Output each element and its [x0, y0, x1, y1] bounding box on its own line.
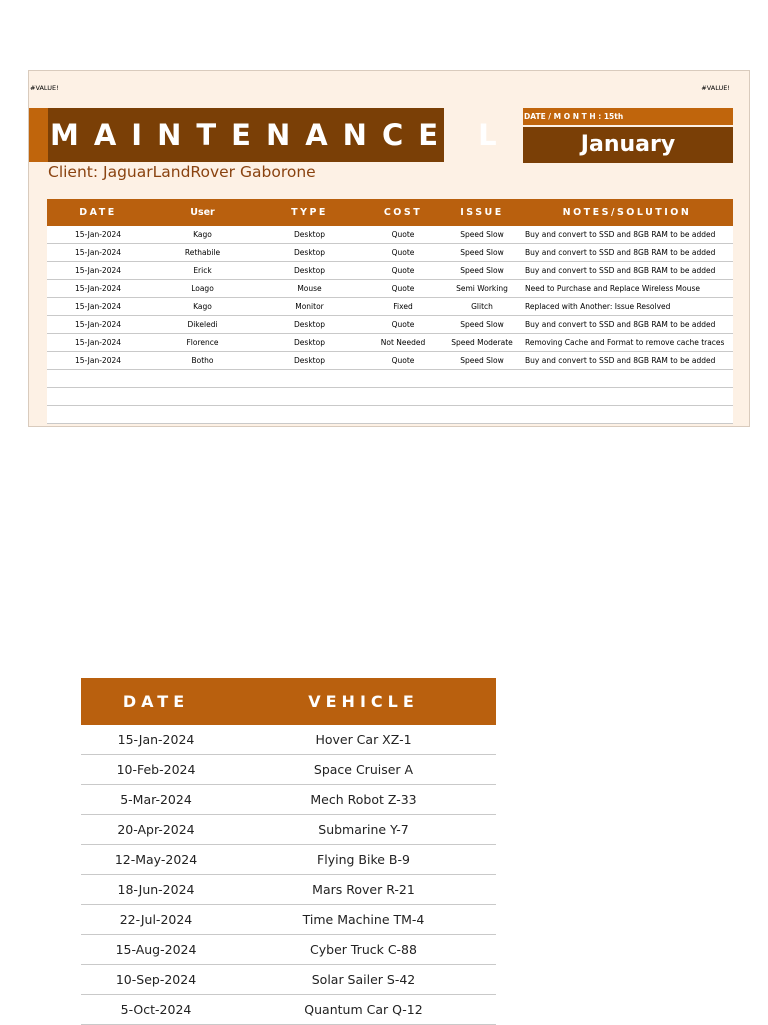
cell-issue[interactable]: Semi Working [443, 280, 521, 298]
cell-type[interactable]: Desktop [256, 244, 363, 262]
empty-cell[interactable] [363, 388, 443, 406]
header-notes: NOTES/SOLUTION [521, 199, 733, 226]
empty-cell[interactable] [363, 406, 443, 424]
cell-issue[interactable]: Speed Slow [443, 352, 521, 370]
table-row[interactable] [47, 334, 733, 352]
cell-date[interactable]: 15-Jan-2024 [47, 226, 149, 244]
cell-vehicle[interactable]: Hover Car XZ-1 [231, 725, 496, 755]
empty-row[interactable] [47, 406, 733, 424]
cell-user[interactable]: Erick [149, 262, 256, 280]
cell-user[interactable]: Kago [149, 226, 256, 244]
cell-notes[interactable]: Buy and convert to SSD and 8GB RAM to be added [521, 244, 733, 262]
empty-row[interactable] [47, 370, 733, 388]
cell-vehicle[interactable]: Submarine Y-7 [231, 815, 496, 845]
cell-date[interactable]: 15-Jan-2024 [47, 262, 149, 280]
header-vehicle: VEHICLE [231, 678, 496, 725]
cell-date[interactable]: 15-Jan-2024 [47, 352, 149, 370]
cell-vehicle[interactable]: Solar Sailer S-42 [231, 965, 496, 995]
corner-error-right: #VALUE! [701, 84, 730, 92]
cell-vehicle[interactable]: Mars Rover R-21 [231, 875, 496, 905]
table-row[interactable] [81, 875, 496, 905]
cell-notes[interactable]: Buy and convert to SSD and 8GB RAM to be added [521, 352, 733, 370]
cell-type[interactable]: Desktop [256, 226, 363, 244]
cell-cost[interactable]: Fixed [363, 298, 443, 316]
header-date: DATE [81, 678, 231, 725]
empty-cell[interactable] [47, 406, 149, 424]
date-month-label: DATE / M O N T H : 15th [523, 108, 733, 125]
cell-issue[interactable]: Speed Slow [443, 316, 521, 334]
cell-type[interactable]: Desktop [256, 334, 363, 352]
table-row[interactable] [81, 995, 496, 1025]
header-user: User [149, 199, 256, 226]
table-row[interactable] [47, 352, 733, 370]
table-row[interactable] [81, 755, 496, 785]
cell-date[interactable]: 5-Mar-2024 [81, 785, 231, 815]
empty-cell[interactable] [149, 388, 256, 406]
cell-cost[interactable]: Quote [363, 244, 443, 262]
cell-user[interactable]: Botho [149, 352, 256, 370]
cell-date[interactable]: 15-Jan-2024 [47, 334, 149, 352]
table-row[interactable] [47, 226, 733, 244]
table-row[interactable] [81, 725, 496, 755]
cell-type[interactable]: Desktop [256, 352, 363, 370]
cell-cost[interactable]: Quote [363, 316, 443, 334]
table-row[interactable] [81, 905, 496, 935]
cell-vehicle[interactable]: Quantum Car Q-12 [231, 995, 496, 1025]
client-label: Client: JaguarLandRover Gaborone [48, 163, 316, 181]
maintenance-table [47, 199, 733, 424]
header-date: DATE [47, 199, 149, 226]
table-row[interactable] [81, 935, 496, 965]
maintenance-sheet [28, 70, 750, 427]
empty-cell[interactable] [47, 370, 149, 388]
cell-issue[interactable]: Speed Slow [443, 244, 521, 262]
empty-cell[interactable] [256, 388, 363, 406]
cell-type[interactable]: Mouse [256, 280, 363, 298]
cell-cost[interactable]: Quote [363, 280, 443, 298]
empty-cell[interactable] [149, 406, 256, 424]
empty-cell[interactable] [256, 370, 363, 388]
header-issue: ISSUE [443, 199, 521, 226]
title-banner [48, 108, 512, 162]
empty-row[interactable] [47, 388, 733, 406]
vehicle-table [81, 678, 496, 1025]
cell-cost[interactable]: Quote [363, 262, 443, 280]
cell-user[interactable]: Florence [149, 334, 256, 352]
cell-date[interactable]: 15-Jan-2024 [47, 280, 149, 298]
corner-error-left: #VALUE! [30, 84, 59, 92]
empty-cell[interactable] [149, 370, 256, 388]
empty-cell[interactable] [521, 406, 733, 424]
cell-user[interactable]: Dikeledi [149, 316, 256, 334]
empty-cell[interactable] [443, 370, 521, 388]
cell-date[interactable]: 10-Feb-2024 [81, 755, 231, 785]
table-row[interactable] [47, 280, 733, 298]
table-row[interactable] [47, 262, 733, 280]
cell-date[interactable]: 15-Jan-2024 [47, 244, 149, 262]
cell-date[interactable]: 20-Apr-2024 [81, 815, 231, 845]
cell-cost[interactable]: Quote [363, 352, 443, 370]
cell-vehicle[interactable]: Time Machine TM-4 [231, 905, 496, 935]
table-row[interactable] [47, 298, 733, 316]
cell-date[interactable]: 15-Jan-2024 [47, 298, 149, 316]
empty-cell[interactable] [521, 370, 733, 388]
cell-notes[interactable]: Removing Cache and Format to remove cache traces [521, 334, 733, 352]
cell-cost[interactable]: Quote [363, 226, 443, 244]
table-row[interactable] [47, 316, 733, 334]
cell-vehicle[interactable]: Flying Bike B-9 [231, 845, 496, 875]
table-row[interactable] [81, 965, 496, 995]
cell-type[interactable]: Desktop [256, 316, 363, 334]
cell-vehicle[interactable]: Mech Robot Z-33 [231, 785, 496, 815]
cell-user[interactable]: Kago [149, 298, 256, 316]
cell-issue[interactable]: Speed Slow [443, 226, 521, 244]
empty-cell[interactable] [363, 370, 443, 388]
header-type: TYPE [256, 199, 363, 226]
cell-notes[interactable]: Buy and convert to SSD and 8GB RAM to be added [521, 226, 733, 244]
cell-date[interactable]: 22-Jul-2024 [81, 905, 231, 935]
table-row[interactable] [81, 845, 496, 875]
cell-date[interactable]: 15-Aug-2024 [81, 935, 231, 965]
vehicle-header-row [81, 678, 496, 725]
cell-cost[interactable]: Not Needed [363, 334, 443, 352]
empty-cell[interactable] [47, 388, 149, 406]
cell-notes[interactable]: Buy and convert to SSD and 8GB RAM to be added [521, 316, 733, 334]
empty-cell[interactable] [443, 388, 521, 406]
cell-user[interactable]: Rethabile [149, 244, 256, 262]
cell-user[interactable]: Loago [149, 280, 256, 298]
cell-date[interactable]: 15-Jan-2024 [47, 316, 149, 334]
cell-notes[interactable]: Replaced with Another: Issue Resolved [521, 298, 733, 316]
cell-vehicle[interactable]: Space Cruiser A [231, 755, 496, 785]
cell-date[interactable]: 5-Oct-2024 [81, 995, 231, 1025]
cell-date[interactable]: 10-Sep-2024 [81, 965, 231, 995]
cell-notes[interactable]: Need to Purchase and Replace Wireless Mouse [521, 280, 733, 298]
page-title: MAINTENANCE L [50, 118, 512, 152]
cell-date[interactable]: 18-Jun-2024 [81, 875, 231, 905]
cell-vehicle[interactable]: Cyber Truck C-88 [231, 935, 496, 965]
empty-cell[interactable] [256, 406, 363, 424]
table-row[interactable] [47, 244, 733, 262]
cell-issue[interactable]: Speed Moderate [443, 334, 521, 352]
cell-notes[interactable]: Buy and convert to SSD and 8GB RAM to be added [521, 262, 733, 280]
month-value: January [523, 127, 733, 163]
cell-issue[interactable]: Glitch [443, 298, 521, 316]
cell-date[interactable]: 15-Jan-2024 [81, 725, 231, 755]
table-row[interactable] [81, 815, 496, 845]
empty-cell[interactable] [521, 388, 733, 406]
header-cost: COST [363, 199, 443, 226]
cell-type[interactable]: Desktop [256, 262, 363, 280]
empty-cell[interactable] [443, 406, 521, 424]
cell-issue[interactable]: Speed Slow [443, 262, 521, 280]
maintenance-header-row [47, 199, 733, 226]
table-row[interactable] [81, 785, 496, 815]
cell-type[interactable]: Monitor [256, 298, 363, 316]
cell-date[interactable]: 12-May-2024 [81, 845, 231, 875]
